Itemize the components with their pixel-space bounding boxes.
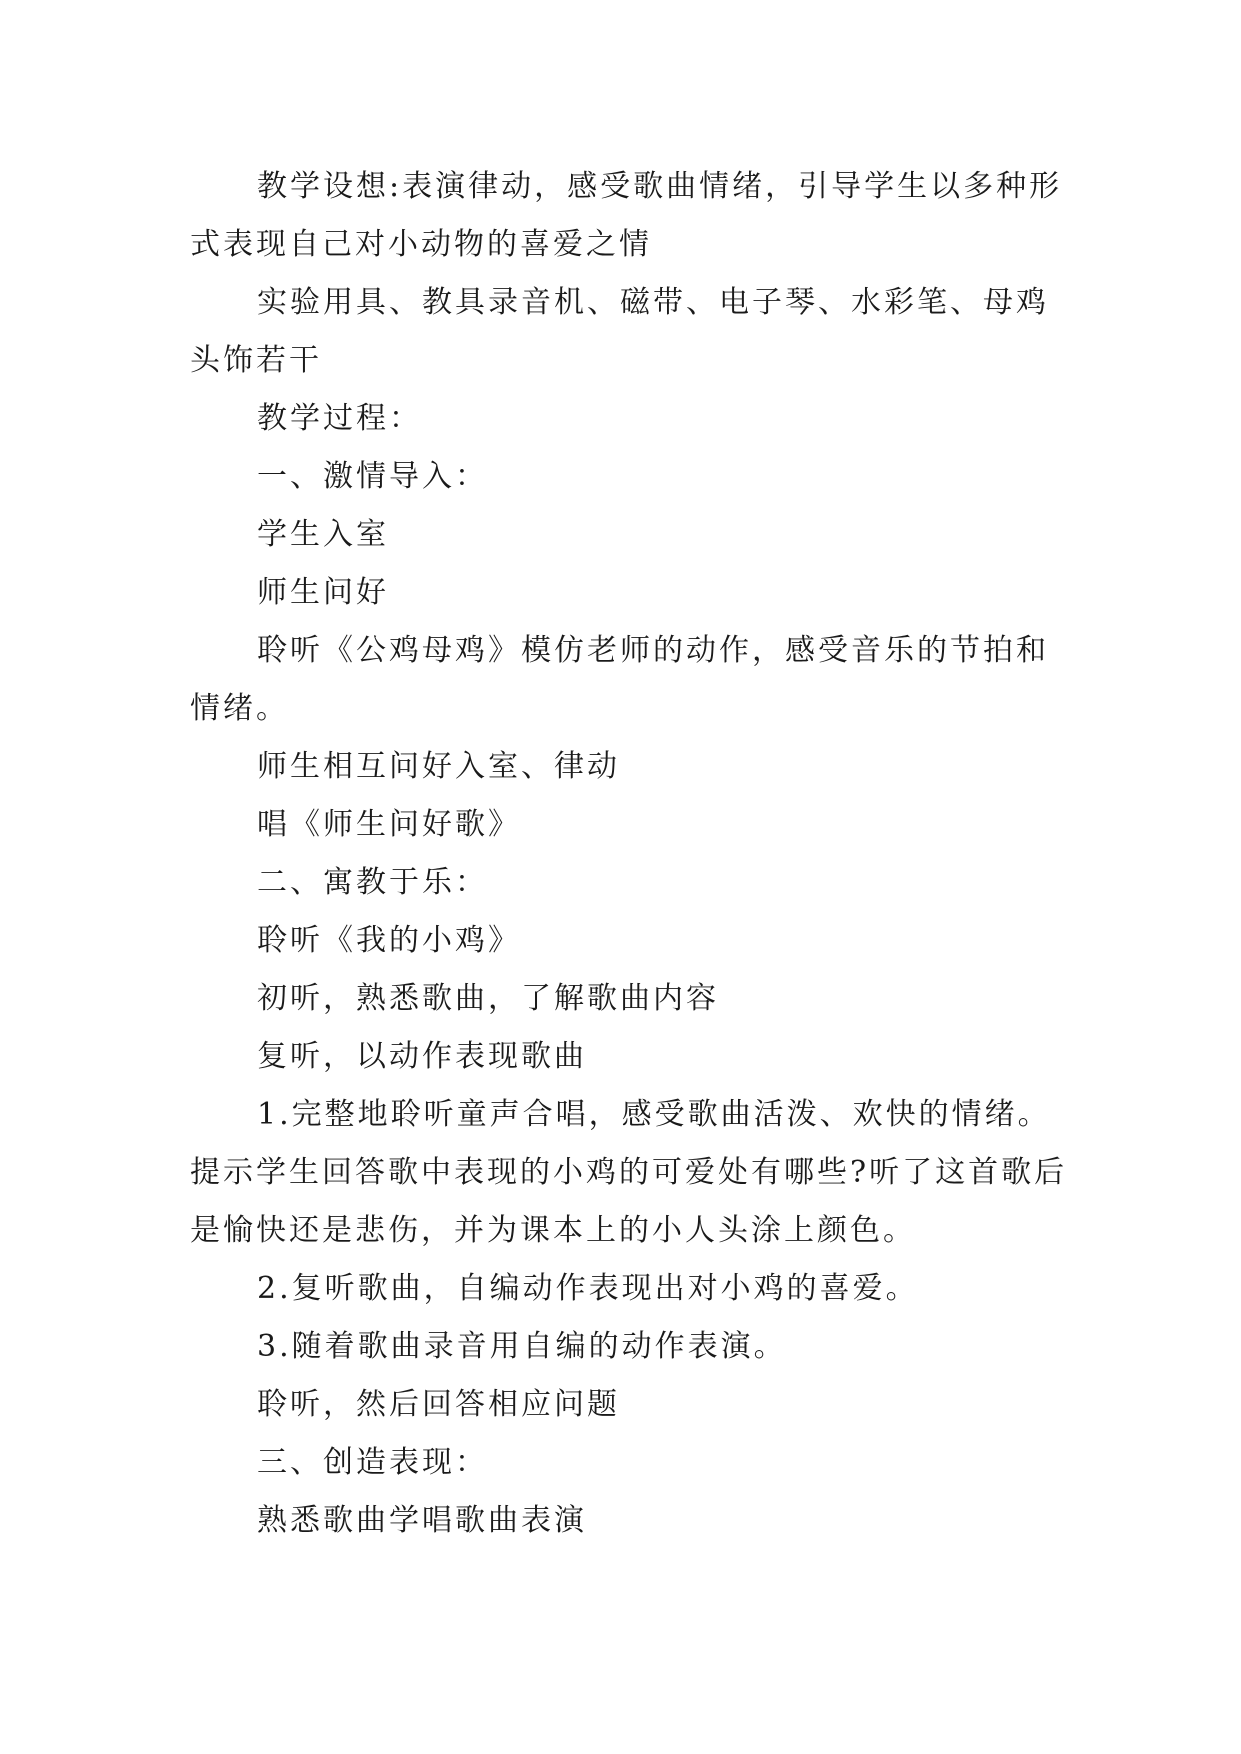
paragraph-step: 师生问好 (257, 575, 389, 610)
paragraph-step: 唱《师生问好歌》 (257, 807, 521, 842)
paragraph-process-heading: 教学过程： (257, 401, 422, 436)
numbered-item-3: 3.随着歌曲录音用自编的动作表演。 (257, 1329, 787, 1364)
paragraph-teaching-idea: 教学设想:表演律动，感受歌曲情绪，引导学生以多种形式表现自己对小动物的喜爱之情 (190, 169, 1063, 262)
paragraph-step: 聆听《公鸡母鸡》模仿老师的动作，感受音乐的节拍和情绪。 (190, 633, 1049, 726)
numbered-item-1: 1.完整地聆听童声合唱，感受歌曲活泼、欢快的情绪。提示学生回答歌中表现的小鸡的可爱处有哪些?听了这首歌后是愉快还是悲伤，并为课本上的小人头涂上颜色。 (190, 1097, 1068, 1248)
paragraph-step: 师生相互问好入室、律动 (257, 749, 620, 784)
paragraph-step: 熟悉歌曲学唱歌曲表演 (257, 1503, 587, 1538)
paragraph-step: 复听，以动作表现歌曲 (257, 1039, 587, 1074)
numbered-item-2: 2.复听歌曲，自编动作表现出对小鸡的喜爱。 (257, 1271, 919, 1306)
section-heading-1: 一、激情导入： (257, 459, 488, 494)
document-body (190, 158, 1070, 1550)
paragraph-materials: 实验用具、教具录音机、磁带、电子琴、水彩笔、母鸡头饰若干 (190, 285, 1049, 378)
paragraph-step: 聆听，然后回答相应问题 (257, 1387, 620, 1422)
paragraph-step: 学生入室 (257, 517, 389, 552)
section-heading-3: 三、创造表现： (257, 1445, 488, 1480)
paragraph-step: 初听，熟悉歌曲，了解歌曲内容 (257, 981, 719, 1016)
paragraph-step: 聆听《我的小鸡》 (257, 923, 521, 958)
section-heading-2: 二、寓教于乐： (257, 865, 488, 900)
